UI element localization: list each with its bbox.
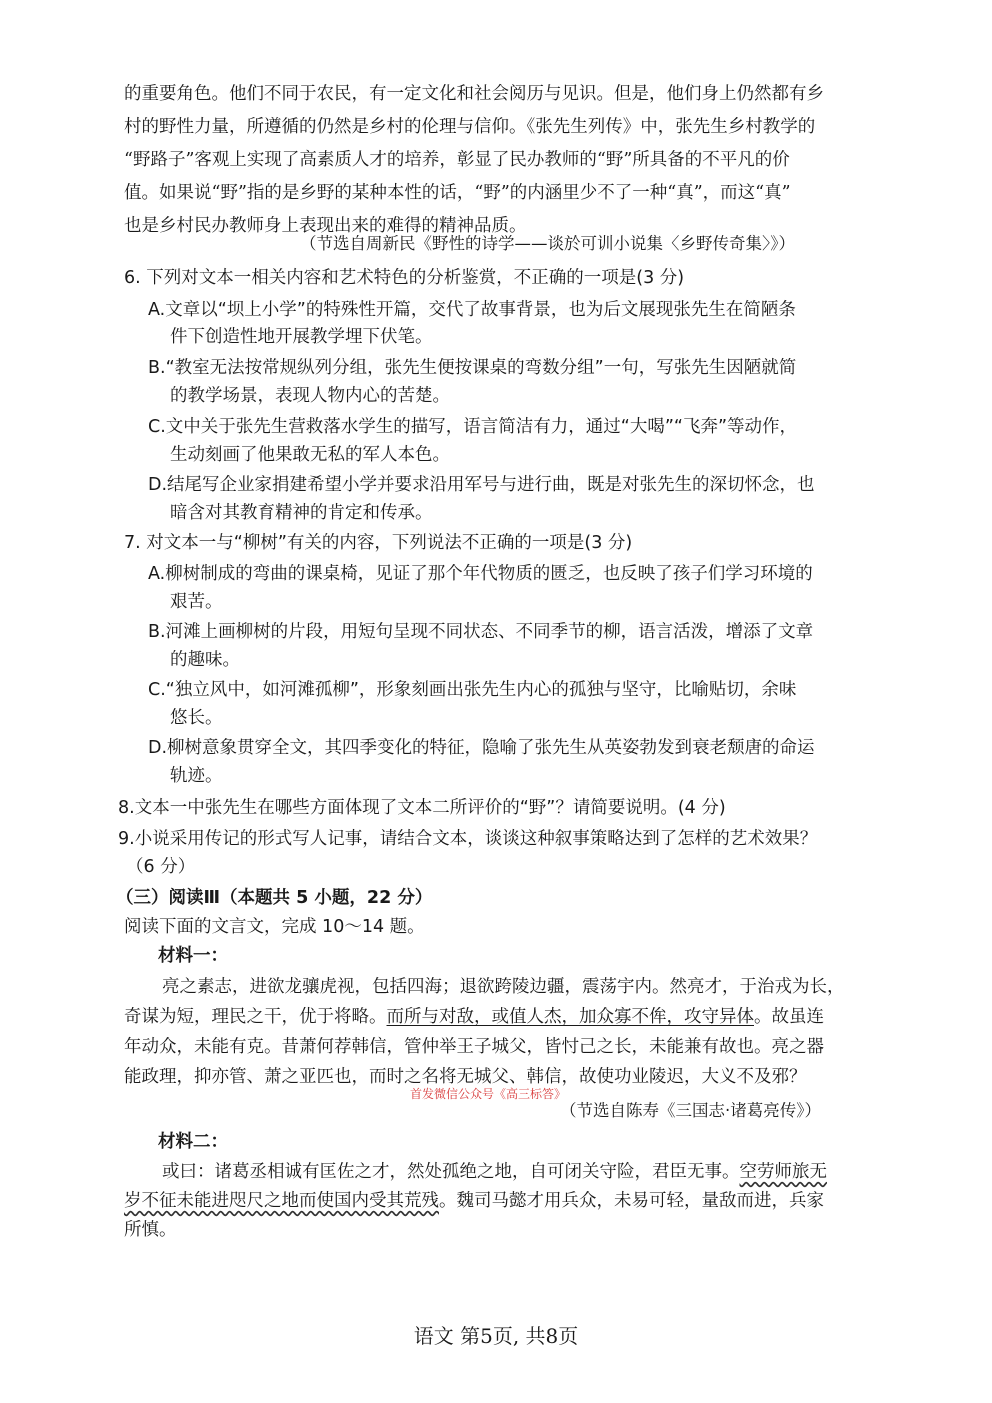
q6-option-c: C.文中关于张先生营救落水学生的描写，语言简洁有力，通过“大喝”“飞奔”等动作，	[148, 417, 798, 437]
material2-line-2-b: 。魏司马懿才用兵众，未易可轻，量敌而进，兵家	[439, 1191, 824, 1211]
q7-option-d-cont: 轨迹。	[170, 766, 223, 786]
q7-option-a: A.柳树制成的弯曲的课桌椅，见证了那个年代物质的匮乏，也反映了孩子们学习环境的	[148, 564, 813, 584]
section3-title: （三）阅读Ⅲ（本题共 5 小题，22 分）	[116, 888, 433, 908]
q7-option-b: B.河滩上画柳树的片段，用短句呈现不同状态、不同季节的柳，语言活泼，增添了文章	[148, 622, 814, 642]
material1-label: 材料一：	[158, 946, 228, 966]
q6-option-b: B.“教室无法按常规纵列分组，张先生便按课桌的弯数分组”一句，写张先生因陋就简	[148, 358, 797, 378]
q7-option-a-cont: 艰苦。	[170, 592, 223, 612]
q6-option-d-cont: 暗含对其教育精神的肯定和传承。	[170, 503, 433, 523]
passage-source: （节选自周新民《野性的诗学——谈於可训小说集〈乡野传奇集〉》）	[300, 234, 795, 253]
page-footer: 语文 第5页, 共8页	[413, 1324, 579, 1348]
passage-line-2: 村的野性力量，所遵循的仍然是乡村的伦理与信仰。《张先生列传》中，张先生乡村教学的	[124, 117, 816, 137]
material2-line-2	[124, 1189, 824, 1213]
q8-stem: 8.文本一中张先生在哪些方面体现了文本二所评价的“野”？请简要说明。(4 分)	[118, 798, 726, 818]
material2-wavy-sentence-part-1: 空劳师旅无	[739, 1162, 827, 1182]
q6-option-b-cont: 的教学场景，表现人物内心的苦楚。	[170, 386, 450, 406]
q7-stem: 7. 对文本一与“柳树”有关的内容，下列说法不正确的一项是(3 分)	[124, 533, 633, 553]
q6-stem: 6. 下列对文本一相关内容和艺术特色的分析鉴赏，不正确的一项是(3 分)	[124, 268, 685, 288]
section3-intro: 阅读下面的文言文，完成 10～14 题。	[124, 917, 425, 937]
passage-line-4: 值。如果说“野”指的是乡野的某种本性的话，“野”的内涵里少不了一种“真”，而这“真”	[124, 183, 791, 203]
material2-wavy-sentence-part-2: 岁不征未能进咫尺之地而使国内受其荒残	[124, 1191, 439, 1211]
material1-line-3: 年动众，未能有克。昔萧何荐韩信，管仲举王子城父，皆忖己之长，未能兼有故也。亮之器	[124, 1037, 824, 1057]
q7-option-c: C.“独立风中，如河滩孤柳”，形象刻画出张先生内心的孤独与坚守，比喻贴切，余味	[148, 680, 797, 700]
passage-line-1: 的重要角色。他们不同于农民，有一定文化和社会阅历与见识。但是，他们身上仍然都有乡	[124, 84, 824, 104]
passage-line-5: 也是乡村民办教师身上表现出来的难得的精神品质。	[124, 216, 527, 236]
material1-line-2-b: 。故虽连	[754, 1007, 824, 1027]
q6-option-a: A.文章以“坝上小学”的特殊性开篇，交代了故事背景，也为后文展现张先生在简陋条	[148, 300, 796, 320]
passage-line-3: “野路子”客观上实现了高素质人才的培养，彰显了民办教师的“野”所具备的不平凡的价	[124, 150, 790, 170]
material1-line-2	[124, 1005, 824, 1029]
material2-line-1	[162, 1160, 827, 1184]
material1-line-1: 亮之素志，进欲龙骧虎视，包括四海；退欲跨陵边疆，震荡宇内。然亮才，于治戎为长，	[162, 977, 845, 997]
material2-line-3: 所慎。	[124, 1220, 177, 1240]
q9-stem: 9.小说采用传记的形式写人记事，请结合文本，谈谈这种叙事策略达到了怎样的艺术效果？	[118, 829, 818, 849]
q7-option-b-cont: 的趣味。	[170, 650, 240, 670]
material1-line-4: 能政理，抑亦管、萧之亚匹也，而时之名将无城父、韩信，故使功业陵迟，大义不及邪？	[124, 1067, 807, 1087]
q6-option-d: D.结尾写企业家捐建希望小学并要求沿用军号与进行曲，既是对张先生的深切怀念，也	[148, 475, 815, 495]
material1-underlined-sentence: 而所与对敌，或值人杰，加众寡不侔，攻守异体	[386, 1007, 754, 1027]
material1-source: （节选自陈寿《三国志·诸葛亮传》）	[560, 1101, 821, 1120]
q6-option-a-cont: 件下创造性地开展教学埋下伏笔。	[170, 327, 433, 347]
q7-option-d: D.柳树意象贯穿全文，其四季变化的特征，隐喻了张先生从英姿勃发到衰老颓唐的命运	[148, 738, 815, 758]
q7-option-c-cont: 悠长。	[170, 708, 223, 728]
material1-line-2-a: 奇谋为短，理民之干，优于将略。	[124, 1007, 387, 1027]
q9-stem-cont: （6 分）	[126, 857, 196, 877]
q6-option-c-cont: 生动刻画了他果敢无私的军人本色。	[170, 445, 450, 465]
watermark-note: 首发微信公众号《高三标答》	[410, 1087, 567, 1101]
material2-line-1-a: 或曰：诸葛丞相诚有匡佐之才，然处孤绝之地，自可闭关守险，君臣无事。	[162, 1162, 740, 1182]
material2-label: 材料二：	[158, 1132, 228, 1152]
